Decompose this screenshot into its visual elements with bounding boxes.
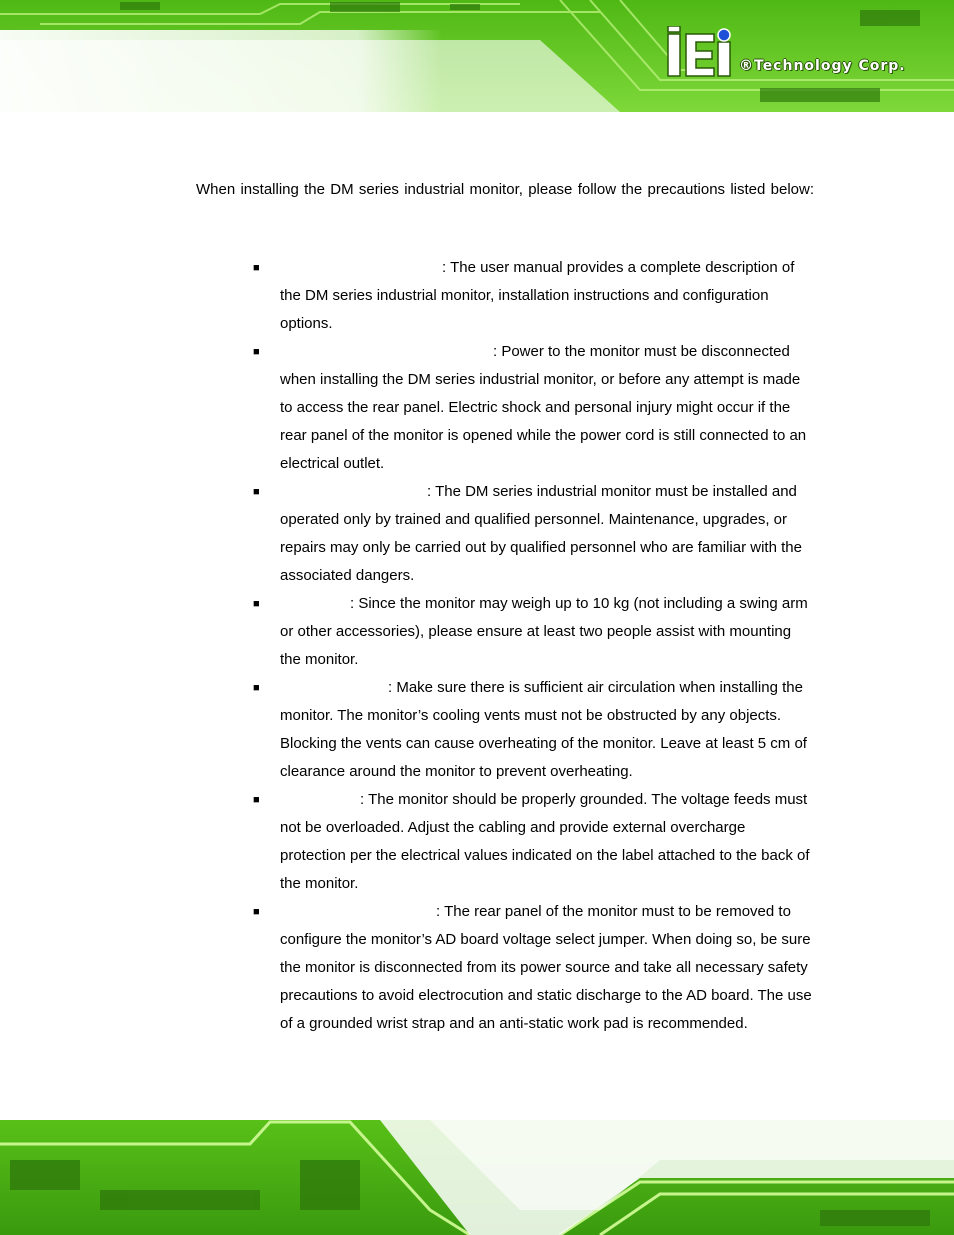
list-item (0, 674, 815, 786)
precaution-text: : Make sure there is sufficient air circulation when installing the monitor. The monitor’s cooling vents must not be obstructed by any objects. Blocking the vents can cause overheating of the monitor. Leave at least 5 cm of clearance around the monitor to prevent overheating. (280, 679, 807, 780)
precaution-text: : The DM series industrial monitor must be installed and operated only by trained and qualified personnel. Maintenance, upgrades, or repairs may only be carried out by qualified personnel who are familiar with the associated dangers. (280, 483, 802, 584)
brand-tagline: ®Technology Corp. (739, 58, 906, 74)
precautions-list (0, 254, 954, 1038)
list-item (0, 254, 815, 338)
bullet-icon: ■ (253, 598, 260, 610)
precaution-text: : Power to the monitor must be disconnected when installing the DM series industrial monitor, or before any attempt is made to access the rear panel. Electric shock and personal injury might occur if the rear panel of the monitor is opened while the power cord is still connected to an electrical outlet. (280, 343, 807, 472)
precaution-text: : The user manual provides a complete description of the DM series industrial monitor, installation instructions and configuration options. (280, 259, 795, 332)
bullet-icon: ■ (253, 486, 260, 498)
bullet-icon: ■ (253, 346, 260, 358)
bullet-icon: ■ (253, 682, 260, 694)
intro-paragraph: When installing the DM series industrial monitor, please follow the precautions listed below: (196, 181, 814, 198)
precaution-text: : The monitor should be properly grounded. The voltage feeds must not be overloaded. Adjust the cabling and provide external overcharge protection per the electrical values indicated on the label attached to the back of the monitor. (280, 791, 810, 892)
bullet-icon: ■ (253, 794, 260, 806)
precaution-text: : The rear panel of the monitor must to be removed to configure the monitor’s AD board voltage select jumper. When doing so, be sure the monitor is disconnected from its power source and take all necessary safety precautions to avoid electrocution and static discharge to the AD board. The use of a grounded wrist strap and an anti-static work pad is recommended. (280, 903, 812, 1032)
bullet-icon: ■ (253, 262, 260, 274)
iei-logo-icon (666, 26, 926, 86)
list-item (0, 590, 815, 674)
list-item (0, 898, 815, 1038)
list-item (0, 338, 815, 478)
list-item (0, 786, 815, 898)
precaution-text: : Since the monitor may weigh up to 10 kg (not including a swing arm or other accessories), please ensure at least two people assist with mounting the monitor. (280, 595, 808, 668)
list-item (0, 478, 815, 590)
bullet-icon: ■ (253, 906, 260, 918)
footer-pcb-banner (0, 1120, 954, 1235)
